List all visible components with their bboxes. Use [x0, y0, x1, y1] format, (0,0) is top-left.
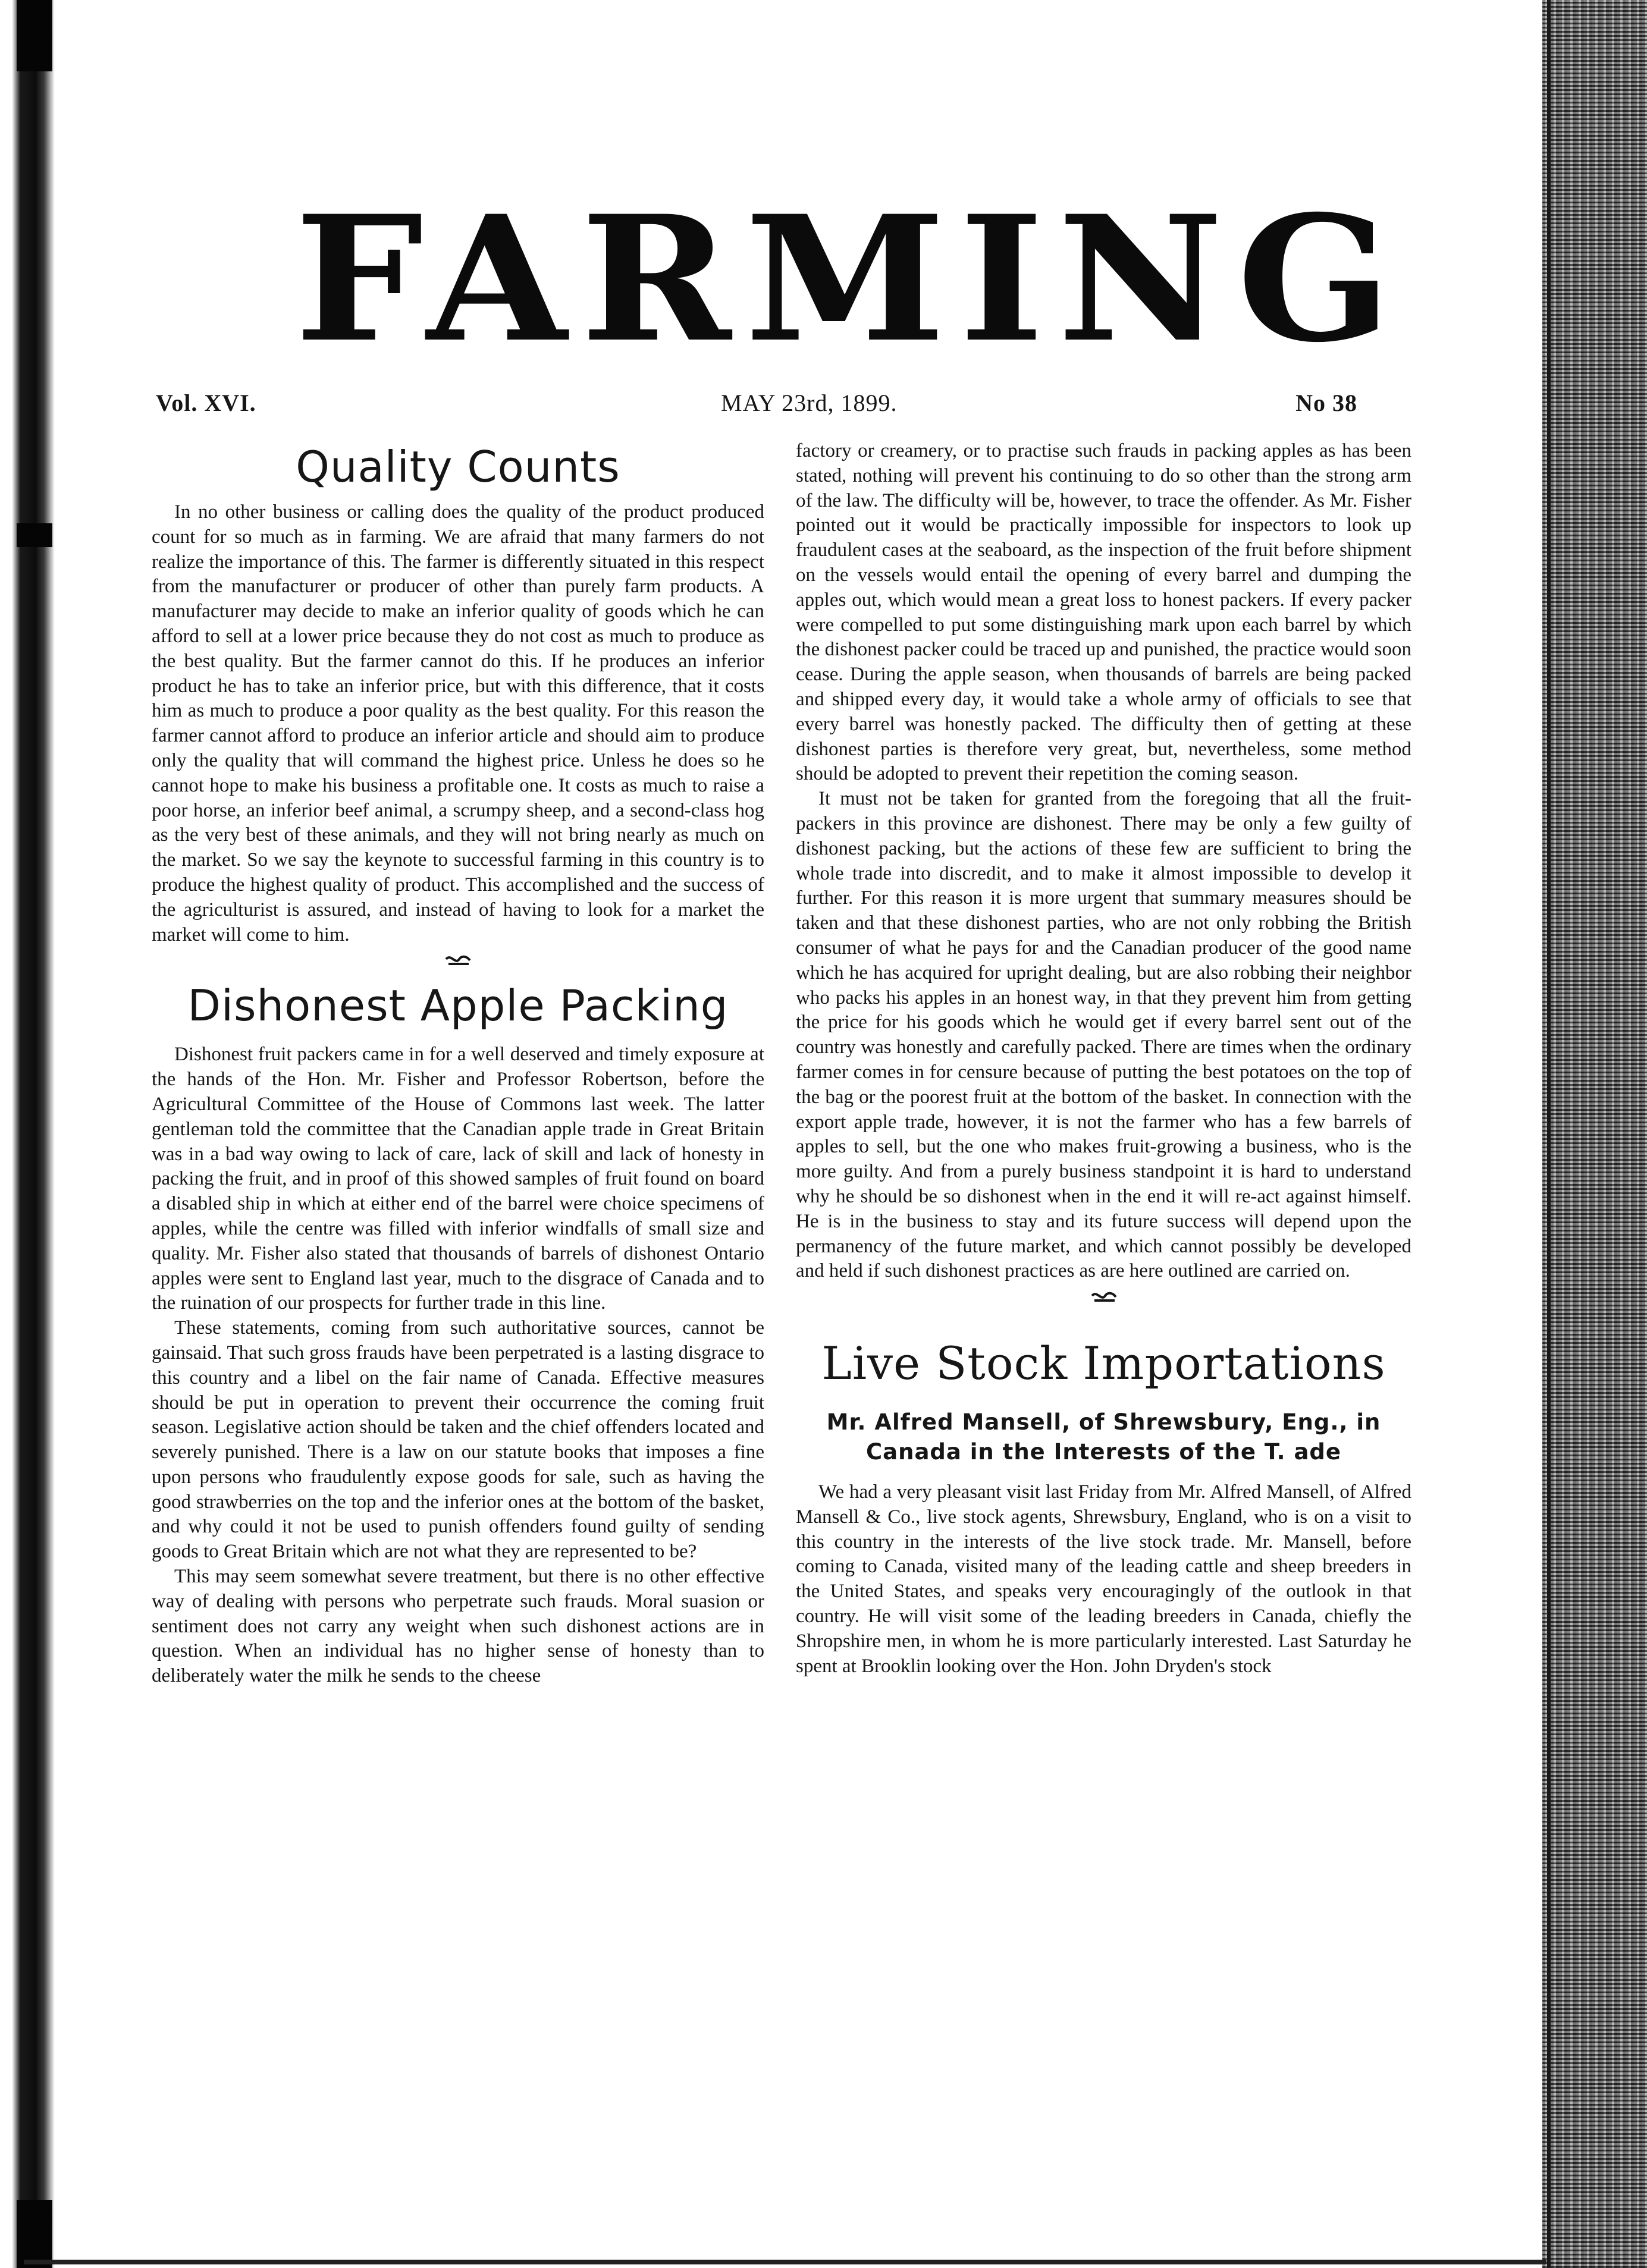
masthead [294, 178, 1406, 381]
printers-flourish-icon [796, 1287, 1411, 1311]
live-stock-subheadline: Mr. Alfred Mansell, of Shrewsbury, Eng., in Canada in the Interests of the T. ade [826, 1409, 1381, 1465]
scan-edge-left [0, 0, 55, 2268]
livestock-paragraph: We had a very pleasant visit last Friday from Mr. Alfred Mansell, of Alfred Mansell & Co., live stock agents, Shrewsbury, England, who is on a visit to this country in the interests of the live stock trade. Mr. Mansell, before coming to Canada, visited many of the leading cattle and sheep breeders in the United States, and speaks very encouragingly of the outlook in that country. He will visit some of the leading breeders in Canada, chiefly the Shropshire men, in whom he is more particularly interested. Last Saturday he spent at Brooklin looking over the Hon. John Dryden's stock [796, 1481, 1411, 1677]
scan-edge-right [1542, 0, 1647, 2268]
printers-flourish-icon [152, 951, 764, 975]
masthead-title: FARMING [294, 178, 1406, 381]
issue-date: MAY 23rd, 1899. [721, 389, 898, 416]
left-column [152, 437, 764, 1689]
right-column [796, 439, 1411, 1679]
dishonest-apple-packing-headline: Dishonest Apple Packing [187, 981, 729, 1031]
apple-paragraph-3: This may seem somewhat severe treatment, but there is no other effective way of dealing with persons who perpetrate such frauds. Moral suasion or sentiment does not carry any weight when such dishonest actions are in question. When an individual has no higher sense of honesty than to deliberately water the milk he sends to the cheese [152, 1566, 764, 1687]
live-stock-importations-headline: Live Stock Importations [821, 1337, 1386, 1390]
apple-continued-paragraph-2: It must not be taken for granted from the foregoing that all the fruit-packers in this province are dishonest. There may be only a few guilty of dishonest packing, but the actions of these few are sufficient to bring the whole trade into discredit, and to make it almost impossible to develop it further. For this reason it is more urgent that summary measures should be taken and that these dishonest parties, who are not only robbing the British consumer of what he pays for and the Canadian producer of the good name which he has acquired for upright dealing, but are also robbing their neighbor who packs his apples in an honest way, in that they prevent him from getting the price for his goods which he would get if every barrel sent out of the country was honestly and carefully packed. There are times when the ordinary farmer comes in for censure because of putting the best potatoes on the top of the bag or the poorest fruit at the bottom of the basket. In connection with the export apple trade, however, it is not the farmer who has a few barrels of apples to sell, but the one who makes fruit-growing a business, who is the more guilty. And from a purely business standpoint it is hard to understand why he should be so dishonest when in the end it will re-act against himself. He is in the business to stay and its future success will depend upon the permanency of the future market, and which cannot possibly be developed and held if such dishonest practices as are here outlined are carried on. [796, 788, 1411, 1282]
quality-counts-headline: Quality Counts [296, 442, 620, 492]
quality-paragraph: In no other business or calling does the quality of the product produced count for so much as in farming. We are afraid that many farmers do not realize the importance of this. The farmer is differently situated in this respect from the manufacturer or producer of other than purely farm products. A manufacturer may decide to make an inferior quality of goods which he can afford to sell at a lower price because they do not cost as much to produce as the best quality. But the farmer cannot do this. If he produces an inferior product he has to take an inferior price, but with this difference, that it costs him as much to produce a poor quality as the best quality. For this reason the farmer cannot afford to produce an inferior article and should aim to produce only the quality that will command the highest price. Unless he does so he cannot hope to make his business a profitable one. It costs as much to raise a poor horse, an inferior beef animal, a scrumpy sheep, and a second-class hog as the very best of these animals, and they will not bring nearly as much on the market. So we say the keynote to successful farming in this country is to produce the highest quality of product. This accomplished and the success of the agriculturist is assured, and instead of having to look for a market the market will come to him. [152, 501, 764, 945]
volume-number: Vol. XVI. [156, 389, 256, 416]
issue-line [156, 385, 1357, 421]
issue-number: No 38 [1295, 389, 1357, 416]
apple-continued-paragraph-1: factory or creamery, or to practise such frauds in packing apples as has been stated, nothing will prevent his continuing to do so other than the strong arm of the law. The difficulty will be, however, to trace the offender. As Mr. Fisher pointed out it would be practically impossible for inspectors to look up fraudulent cases at the seaboard, as the inspection of the fruit before shipment on the vessels would entail the opening of every barrel and dumping the apples out, which would mean a great loss to honest packers. If every packer were compelled to put some distinguishing mark upon each barrel by which the dishonest packer could be traced up and punished, the practice would soon cease. During the apple season, when thousands of barrels are being packed and shipped every day, it would take a whole army of officials to see that every barrel was honestly packed. The difficulty then of getting at these dishonest parties is therefore very great, but, nevertheless, some method should be adopted to prevent their repetition the coming season. [796, 440, 1411, 785]
apple-paragraph-1: Dishonest fruit packers came in for a well deserved and timely exposure at the hands of the Hon. Mr. Fisher and Professor Robertson, before the Agricultural Committee of the House of Commons last week. The latter gentleman told the committee that the Canadian apple trade in Great Britain was in a bad way owing to lack of care, lack of skill and lack of honesty in packing the fruit, and in proof of this showed samples of fruit found on board a disabled ship in which at either end of the barrel were choice specimens of apples, while the centre was filled with inferior windfalls of small size and quality. Mr. Fisher also stated that thousands of barrels of dishonest Ontario apples were sent to England last year, much to the disgrace of Canada and to the ruination of our prospects for further trade in this line. [152, 1044, 764, 1314]
scan-edge-bottom [24, 2260, 1546, 2264]
apple-paragraph-2: These statements, coming from such authoritative sources, cannot be gainsaid. That such gross frauds have been perpetrated is a lasting disgrace to this country and a libel on the fair name of Canada. Effective measures should be put in operation to prevent their occurrence the coming fruit season. Legislative action should be taken and the chief offenders located and severely punished. There is a law on our statute books that imposes a fine upon persons who fraudulently expose goods for sale, such as having the good strawberries on the top and the inferior ones at the bottom of the basket, and why could it not be used to punish offenders found guilty of sending goods to Great Britain which are not what they are represented to be? [152, 1317, 764, 1563]
